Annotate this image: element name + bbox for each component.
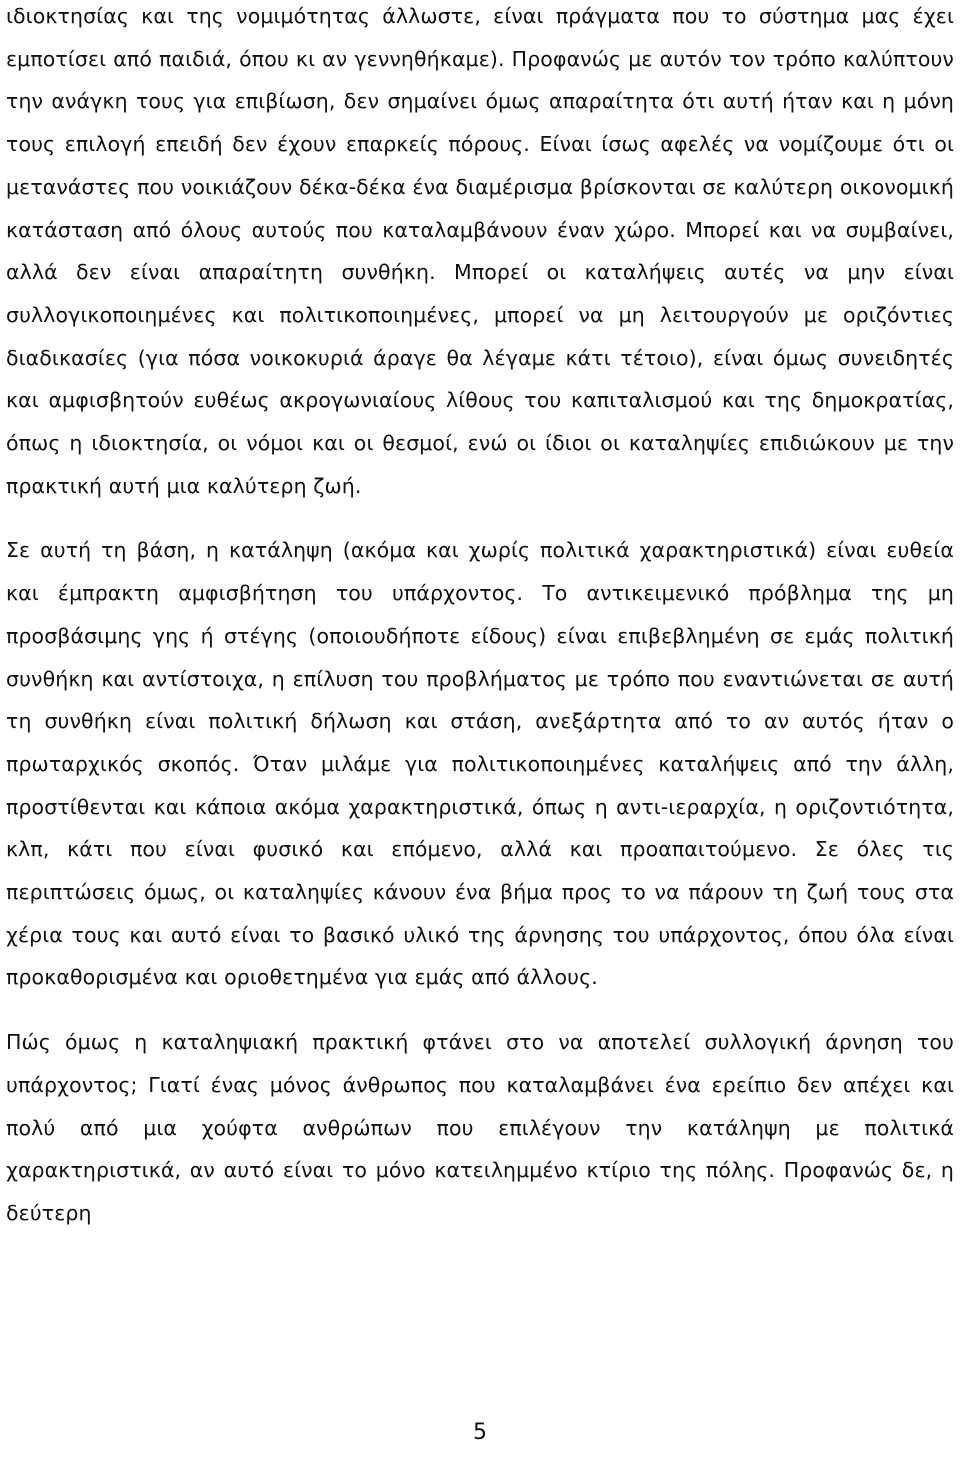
- document-page: [6, 0, 954, 1235]
- body-paragraph-1: ιδιοκτησίας και της νομιμότητας άλλωστε, είναι πράγματα που το σύστημα μας έχει εμποτίσει από παιδιά, όπου κι αν γεννηθήκαμε). Προφανώς με αυτόν τον τρόπο καλύπτουν την ανάγκη τους για επιβίωση, δεν σημαίνει όμως απαραίτητα ότι αυτή ήταν και η μόνη τους επιλογή επειδή δεν έχουν επαρκείς πόρους. Είναι ίσως αφελές να νομίζουμε ότι οι μετανάστες που νοικιάζουν δέκα-δέκα ένα διαμέρισμα βρίσκονται σε καλύτερη οικονομική κατάσταση από όλους αυτούς που καταλαμβάνουν έναν χώρο. Μπορεί και να συμβαίνει, αλλά δεν είναι απαραίτητη συνθήκη. Μπορεί οι καταλήψεις αυτές να μην είναι συλλογικοποιημένες και πολιτικοποιημένες, μπορεί να μη λειτουργούν με οριζόντιες διαδικασίες (για πόσα νοικοκυριά άραγε θα λέγαμε κάτι τέτοιο), είναι όμως συνειδητές και αμφισβητούν ευθέως ακρογωνιαίους λίθους του καπιταλισμού και της δημοκρατίας, όπως η ιδιοκτησία, οι νόμοι και οι θεσμοί, ενώ οι ίδιοι οι καταληψίες επιδιώκουν με την πρακτική αυτή μια καλύτερη ζωή.: [6, 4, 954, 498]
- page-number: 5: [473, 1420, 487, 1445]
- body-paragraph-3: Πώς όμως η καταληψιακή πρακτική φτάνει στο να αποτελεί συλλογική άρνηση του υπάρχοντος; Γιατί ένας μόνος άνθρωπος που καταλαμβάνει ένα ερείπιο δεν απέχει και πολύ από μια χούφτα ανθρώπων που επιλέγουν την κατάληψη με πολιτικά χαρακτηριστικά, αν αυτό είναι το μόνο κατειλημμένο κτίριο της πόλης. Προφανώς δε, η δεύτερη: [6, 1030, 954, 1225]
- body-paragraph-2: Σε αυτή τη βάση, η κατάληψη (ακόμα και χωρίς πολιτικά χαρακτηριστικά) είναι ευθεία και έμπρακτη αμφισβήτηση του υπάρχοντος. Το αντικειμενικό πρόβλημα της μη προσβάσιμης γης ή στέγης (οποιουδήποτε είδους) είναι επιβεβλημένη σε εμάς πολιτική συνθήκη και αντίστοιχα, η επίλυση του προβλήματος με τρόπο που εναντιώνεται σε αυτή τη συνθήκη είναι πολιτική δήλωση και στάση, ανεξάρτητα από το αν αυτός ήταν ο πρωταρχικός σκοπός. Όταν μιλάμε για πολιτικοποιημένες καταλήψεις από την άλλη, προστίθενται και κάποια ακόμα χαρακτηριστικά, όπως η αντι-ιεραρχία, η οριζοντιότητα, κλπ, κάτι που είναι φυσικό και επόμενο, αλλά και προαπαιτούμενο. Σε όλες τις περιπτώσεις όμως, οι καταληψίες κάνουν ένα βήμα προς το να πάρουν τη ζωή τους στα χέρια τους και αυτό είναι το βασικό υλικό της άρνησης του υπάρχοντος, όπου όλα είναι προκαθορισμένα και οριοθετημένα για εμάς από άλλους.: [6, 538, 954, 990]
